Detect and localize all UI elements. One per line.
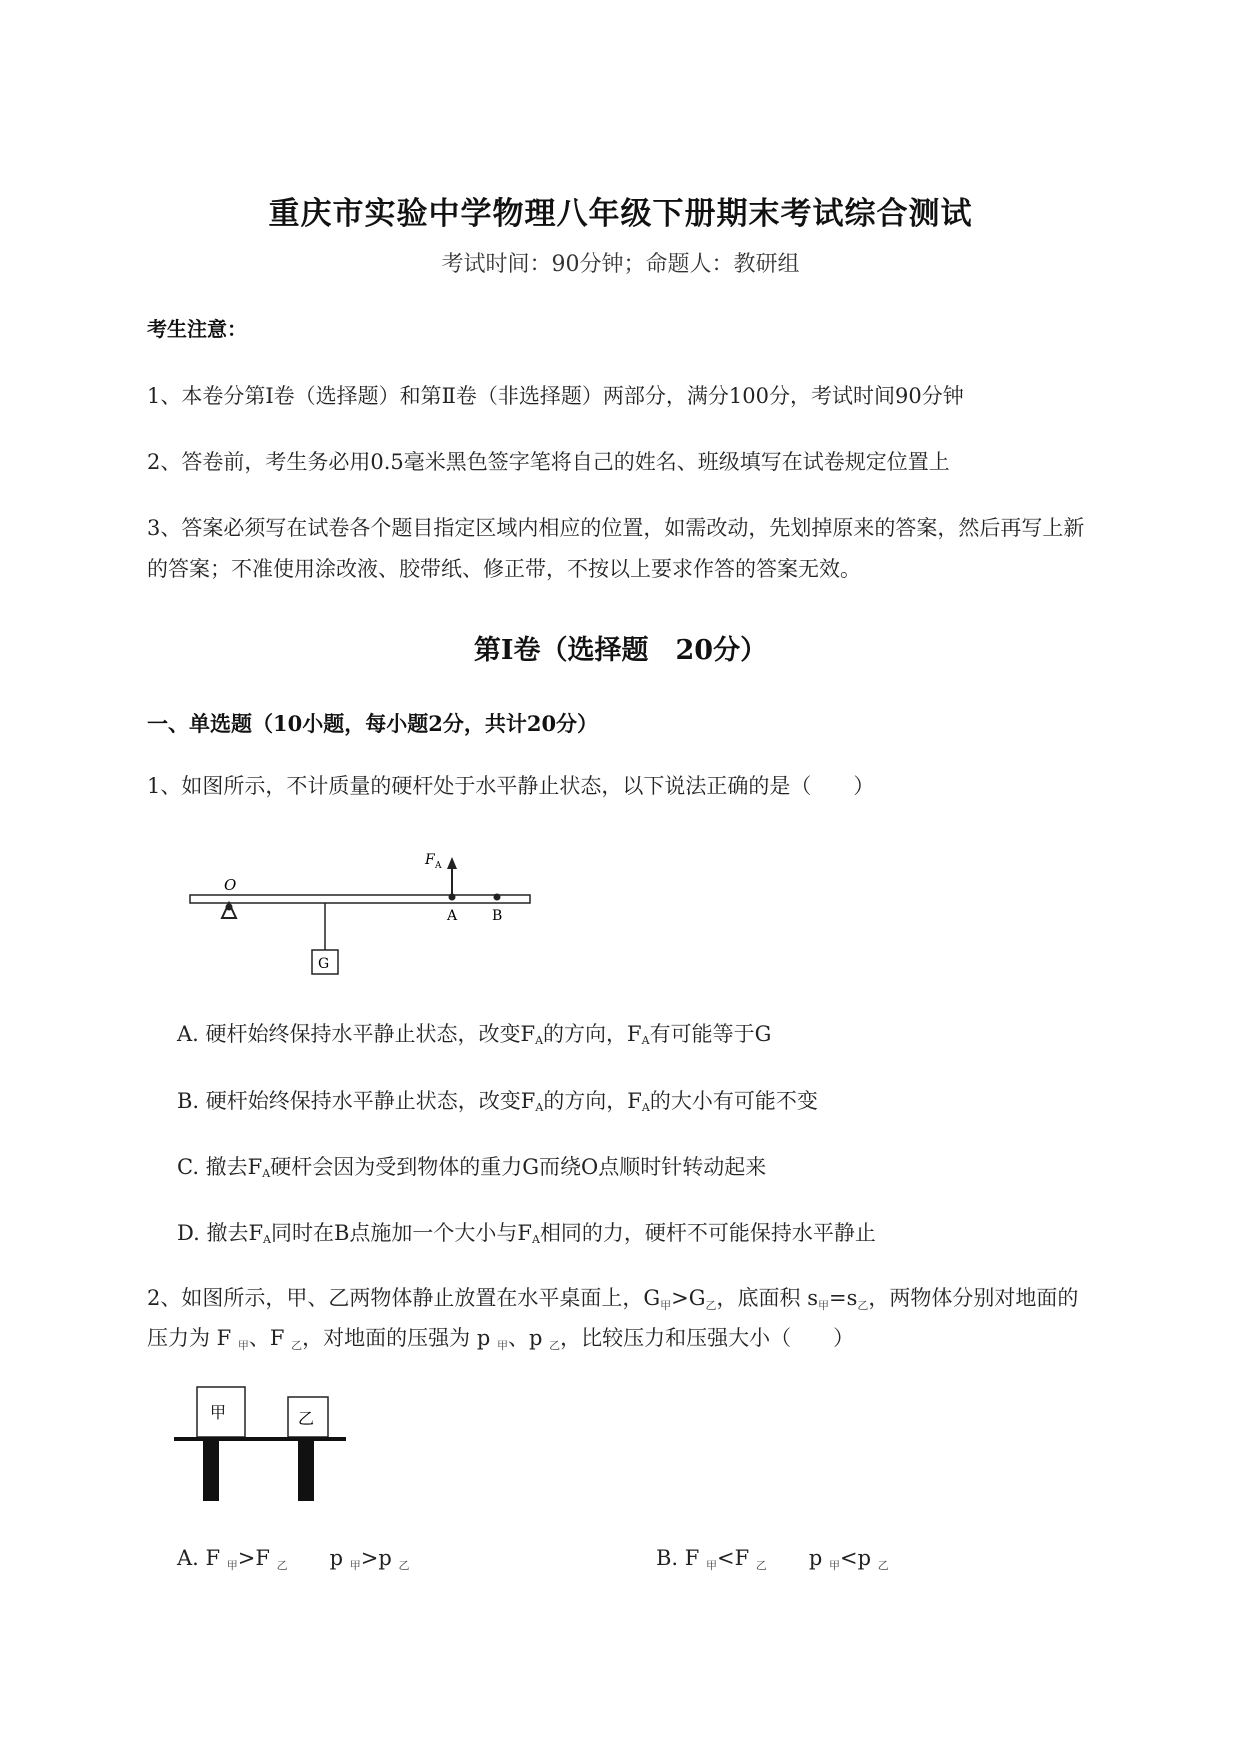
label-o: O — [224, 876, 237, 894]
subscript-jia: 甲 — [817, 1299, 829, 1312]
q2-text: ，两物体分别对地面的 — [868, 1286, 1079, 1310]
block-yi-label: 乙 — [298, 1409, 315, 1428]
subscript-a: A — [641, 1101, 650, 1114]
label-f: F — [425, 852, 435, 868]
q2-option-text: p — [287, 1546, 350, 1570]
notice-item-1: 1、本卷分第I卷（选择题）和第Ⅱ卷（非选择题）两部分，满分100分，考试时间90分钟 — [147, 384, 964, 408]
block-jia-label: 甲 — [210, 1403, 227, 1422]
q2-option-text: >p — [360, 1546, 399, 1570]
option-b-text-3: 的大小有可能不变 — [649, 1089, 818, 1113]
subscript-jia: 甲 — [349, 1559, 361, 1572]
q2-text: 压力为 F — [147, 1326, 238, 1350]
label-g: G — [318, 956, 330, 972]
subscript-jia: 甲 — [706, 1559, 718, 1572]
point-b-dot — [494, 894, 501, 901]
subscript-a: A — [641, 1034, 650, 1047]
table-diagram — [172, 1385, 352, 1505]
option-a-text-2: 的方向，F — [543, 1022, 642, 1046]
subscript-yi: 乙 — [398, 1559, 410, 1572]
label-f-sub: A — [435, 861, 442, 871]
subscript-yi: 乙 — [857, 1299, 869, 1312]
option-c-text-1: C. 撤去F — [177, 1155, 263, 1179]
subscript-a: A — [262, 1167, 271, 1180]
q2-option-text: <F — [717, 1546, 756, 1570]
option-c-text-2: 硬杆会因为受到物体的重力G而绕O点顺时针转动起来 — [270, 1155, 767, 1179]
subscript-jia: 甲 — [829, 1559, 840, 1572]
question-2-stem-line-2 — [147, 1322, 854, 1353]
subscript-a: A — [535, 1101, 544, 1114]
question-1-option-b[interactable] — [177, 1085, 818, 1115]
table-leg-right — [298, 1441, 314, 1501]
option-a-text-3: 有可能等于G — [649, 1022, 772, 1046]
notice-item-3-line-2: 的答案；不准使用涂改液、胶带纸、修正带，不按以上要求作答的答案无效。 — [147, 557, 861, 581]
q2-text: ，对地面的压强为 p — [302, 1326, 497, 1350]
subscript-a: A — [535, 1034, 544, 1047]
q2-text: 、F — [248, 1326, 292, 1350]
question-1-stem: 1、如图所示，不计质量的硬杆处于水平静止状态，以下说法正确的是（ ） — [147, 774, 875, 798]
table-top — [174, 1437, 346, 1441]
question-2-stem-line-1 — [147, 1282, 1078, 1313]
q2-option-text: A. F — [177, 1546, 227, 1570]
option-a-text-1: A. 硬杆始终保持水平静止状态，改变F — [177, 1022, 536, 1046]
notice-item-2: 2、答卷前，考生务必用0.5毫米黑色签字笔将自己的姓名、班级填写在试卷规定位置上 — [147, 450, 950, 474]
option-d-text-3: 相同的力，硬杆不可能保持水平静止 — [539, 1221, 876, 1245]
q2-text: >G — [671, 1286, 706, 1310]
subscript-yi: 乙 — [291, 1339, 303, 1352]
subscript-yi: 乙 — [705, 1299, 717, 1312]
question-1-option-a[interactable] — [177, 1018, 771, 1048]
table-leg-left — [203, 1441, 219, 1501]
option-d-text-2: 同时在B点施加一个大小与F — [270, 1221, 532, 1245]
q2-option-text: >F — [237, 1546, 277, 1570]
q2-text: ，比较压力和压强大小（ ） — [560, 1326, 855, 1350]
subscript-jia: 甲 — [237, 1339, 249, 1352]
label-b: B — [492, 908, 503, 924]
q2-option-text: <p — [840, 1546, 878, 1570]
question-2-option-a[interactable] — [177, 1542, 409, 1573]
option-d-text-1: D. 撤去F — [177, 1221, 264, 1245]
subscript-a: A — [263, 1233, 271, 1246]
question-group-heading: 一、单选题（10小题，每小题2分，共计20分） — [147, 711, 599, 736]
point-a-dot — [449, 894, 456, 901]
section-heading: 第I卷（选择题 20分） — [473, 635, 768, 666]
q2-text: 、p — [507, 1326, 550, 1350]
subscript-jia: 甲 — [226, 1559, 238, 1572]
exam-info: 考试时间：90分钟；命题人：教研组 — [441, 252, 800, 277]
subscript-yi: 乙 — [549, 1339, 561, 1352]
q2-text: ，底面积 s — [716, 1286, 818, 1310]
subscript-a: A — [531, 1233, 540, 1246]
q2-text: 2、如图所示，甲、乙两物体静止放置在水平桌面上，G — [147, 1286, 661, 1310]
option-b-text-1: B. 硬杆始终保持水平静止状态，改变F — [177, 1089, 536, 1113]
question-2-option-b[interactable] — [656, 1542, 889, 1573]
force-arrow-head — [447, 857, 457, 869]
subscript-jia: 甲 — [660, 1299, 672, 1312]
q2-option-text: B. F — [656, 1546, 707, 1570]
q2-text: =s — [828, 1286, 858, 1310]
q2-option-text: p — [766, 1546, 829, 1570]
option-b-text-2: 的方向，F — [543, 1089, 642, 1113]
subscript-yi: 乙 — [276, 1559, 288, 1572]
notice-heading: 考生注意： — [147, 317, 247, 341]
subscript-yi: 乙 — [755, 1559, 767, 1572]
lever-diagram — [185, 845, 545, 980]
lever-rod — [190, 895, 530, 903]
question-1-option-d[interactable] — [177, 1217, 876, 1247]
notice-item-3-line-1: 3、答案必须写在试卷各个题目指定区域内相应的位置，如需改动，先划掉原来的答案，然后再写上新 — [147, 516, 1085, 540]
page-title: 重庆市实验中学物理八年级下册期末考试综合测试 — [268, 196, 973, 232]
question-1-option-c[interactable] — [177, 1151, 766, 1181]
subscript-jia: 甲 — [496, 1339, 508, 1352]
subscript-yi: 乙 — [877, 1559, 889, 1572]
label-a: A — [447, 908, 458, 924]
pivot-point — [226, 904, 233, 911]
